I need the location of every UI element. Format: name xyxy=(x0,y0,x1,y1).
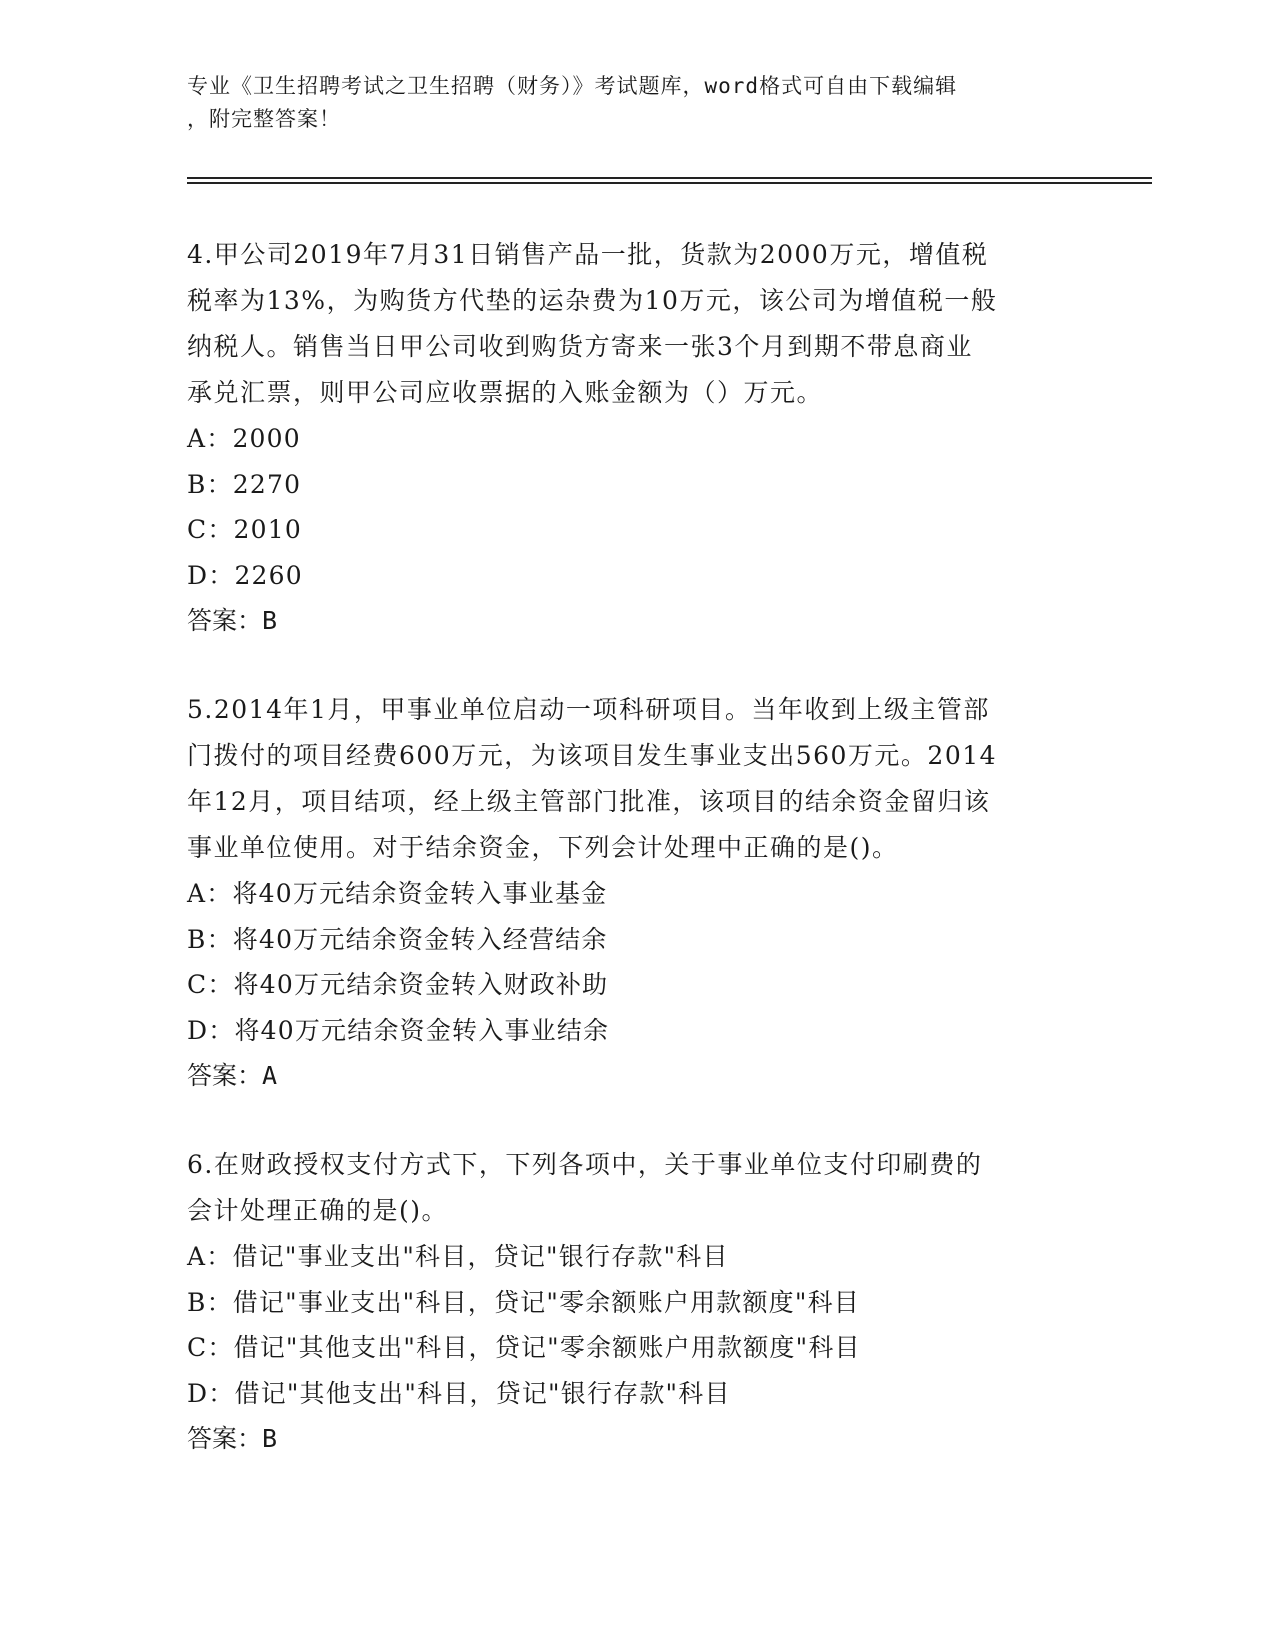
option-d: D：2260 xyxy=(187,560,303,590)
stem-line: 5.2014年1月，甲事业单位启动一项科研项目。当年收到上级主管部 xyxy=(187,695,990,724)
header-divider-top xyxy=(187,177,1152,179)
question-stem xyxy=(187,1142,1087,1234)
option-c: C：将40万元结余资金转入财政补助 xyxy=(187,970,609,999)
option-c: C：借记"其他支出"科目，贷记"零余额账户用款额度"科目 xyxy=(187,1333,861,1362)
stem-line: 税率为13%，为购货方代垫的运杂费为10万元，该公司为增值税一般 xyxy=(187,286,998,315)
stem-line: 6.在财政授权支付方式下，下列各项中，关于事业单位支付印刷费的 xyxy=(187,1150,983,1179)
stem-line: 事业单位使用。对于结余资金，下列会计处理中正确的是()。 xyxy=(187,833,899,862)
option-list xyxy=(187,1234,1087,1416)
header-line-2: ，附完整答案！ xyxy=(187,107,341,131)
option-c: C：2010 xyxy=(187,515,302,544)
option-d: D：借记"其他支出"科目，贷记"银行存款"科目 xyxy=(187,1378,731,1408)
option-list xyxy=(187,871,1087,1053)
document-header xyxy=(187,70,1067,136)
stem-line: 年12月，项目结项，经上级主管部门批准，该项目的结余资金留归该 xyxy=(187,787,991,816)
option-a: A：借记"事业支出"科目，贷记"银行存款"科目 xyxy=(187,1242,729,1271)
answer-line: 答案：B xyxy=(187,1424,278,1453)
question-4 xyxy=(187,232,1087,643)
question-5 xyxy=(187,687,1087,1098)
stem-line: 承兑汇票，则甲公司应收票据的入账金额为（）万元。 xyxy=(187,378,824,407)
question-6 xyxy=(187,1142,1087,1461)
stem-line: 会计处理正确的是()。 xyxy=(187,1196,449,1225)
option-b: B：2270 xyxy=(187,469,302,499)
option-b: B：将40万元结余资金转入经营结余 xyxy=(187,924,608,954)
header-line-1: 专业《卫生招聘考试之卫生招聘（财务）》考试题库，word格式可自由下载编辑 xyxy=(187,74,958,98)
option-a: A：2000 xyxy=(187,424,301,453)
option-list xyxy=(187,416,1087,598)
stem-line: 4.甲公司2019年7月31日销售产品一批，货款为2000万元，增值税 xyxy=(187,240,989,269)
stem-line: 纳税人。销售当日甲公司收到购货方寄来一张3个月到期不带息商业 xyxy=(187,332,973,361)
question-stem xyxy=(187,687,1087,871)
header-divider-bottom xyxy=(187,182,1152,184)
option-d: D：将40万元结余资金转入事业结余 xyxy=(187,1015,610,1045)
answer-line: 答案：A xyxy=(187,1061,278,1090)
stem-line: 门拨付的项目经费600万元，为该项目发生事业支出560万元。2014 xyxy=(187,741,998,770)
answer-line: 答案：B xyxy=(187,606,278,635)
option-b: B：借记"事业支出"科目，贷记"零余额账户用款额度"科目 xyxy=(187,1287,860,1317)
question-stem xyxy=(187,232,1087,416)
option-a: A：将40万元结余资金转入事业基金 xyxy=(187,879,608,908)
